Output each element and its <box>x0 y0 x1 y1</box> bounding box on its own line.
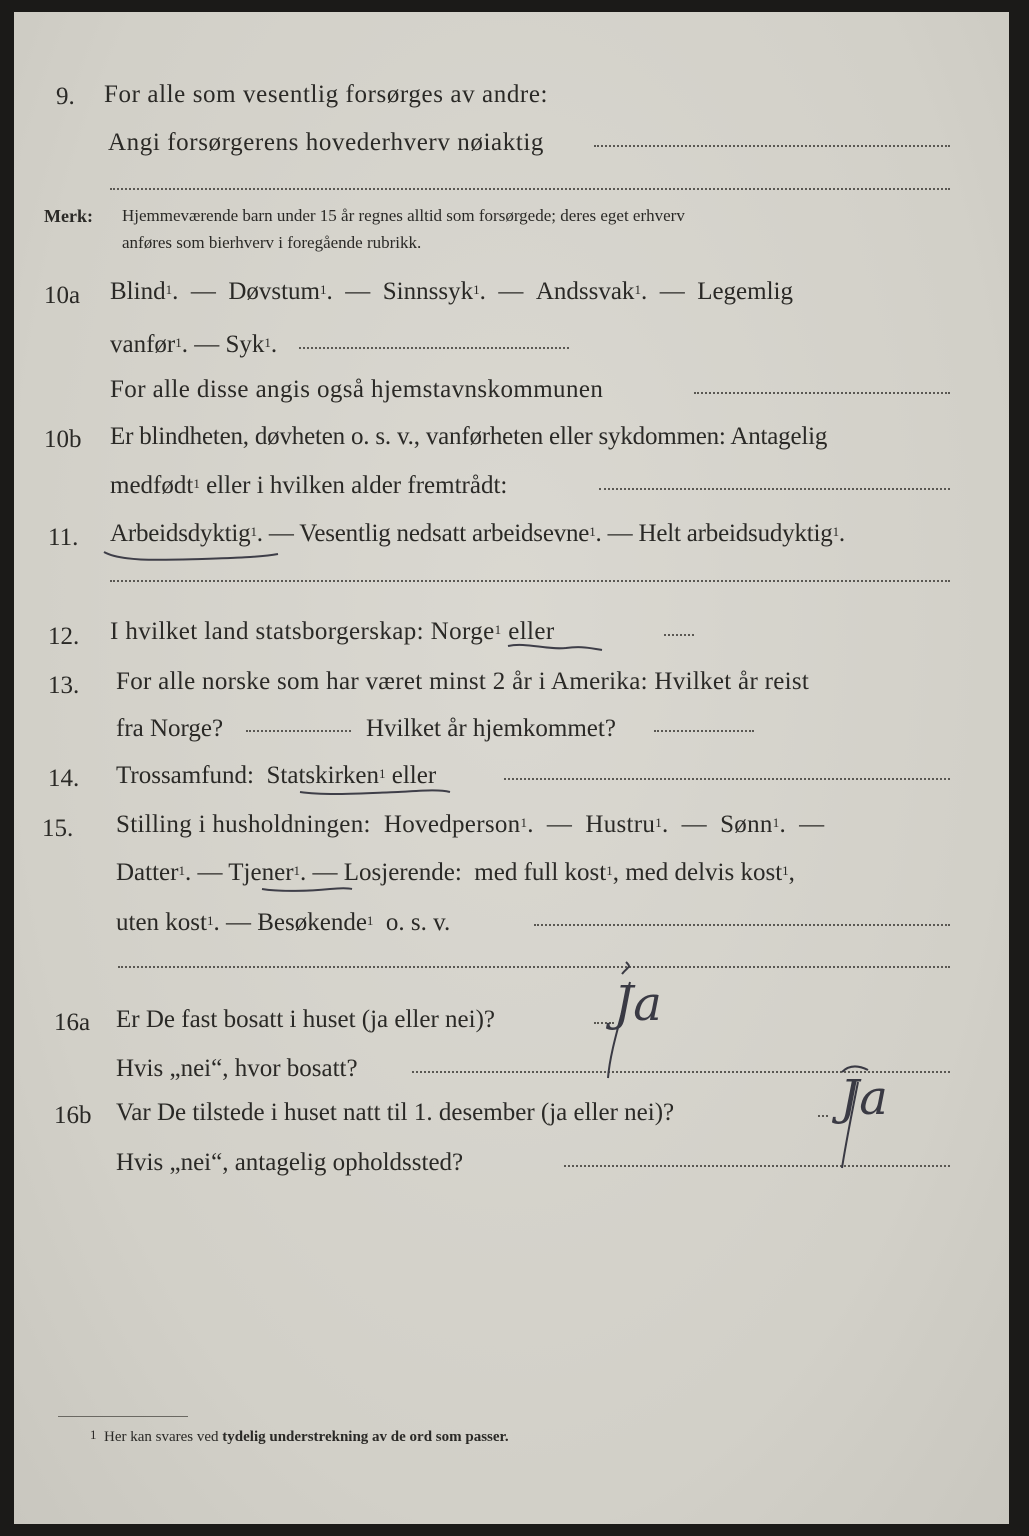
q9-line2: Angi forsørgerens hovederhverv nøiaktig <box>108 129 545 156</box>
q16b-line2: Hvis „nei“, antagelig opholdssted? <box>116 1149 464 1176</box>
q15-answer-line[interactable] <box>534 924 950 926</box>
q15-delvis-kost: med delvis kost <box>625 859 783 886</box>
q14-prefix: Trossamfund: <box>116 762 254 789</box>
q10b-line2-rest: eller i hvilken alder fremtrådt: <box>206 472 508 499</box>
q10a-line3: For alle disse angis også hjemstavnskommunen <box>110 376 604 403</box>
q14-answer-line[interactable] <box>504 778 950 780</box>
q10a-legemlig: Legemlig <box>697 278 793 305</box>
q9-answer-line[interactable] <box>594 145 950 147</box>
q15-uten-kost: uten kost <box>116 909 207 936</box>
footnote-plain: Her kan svares ved <box>104 1429 219 1445</box>
q12-answer-line[interactable] <box>664 634 694 636</box>
q15-line2: Datter$^1$. — Tjener$^1$. — Losjerende: med full kost$^1$, med delvis kost$^1$, <box>116 859 795 886</box>
q15-sonn: Sønn <box>720 811 773 838</box>
q15-tjener: Tjener <box>228 859 294 886</box>
q12-prefix: I hvilket land statsborgerskap: <box>110 618 424 645</box>
q16b-number: 16b <box>54 1102 92 1129</box>
q14-number: 14. <box>48 765 80 792</box>
q14-eller: eller <box>391 762 437 789</box>
q13-line1: For alle norske som har været minst 2 år i Amerika: Hvilket år reist <box>116 668 810 695</box>
merk-line2: anføres som bierhverv i foregående rubrikk. <box>122 233 422 252</box>
q15-answer-line-2[interactable] <box>118 966 950 968</box>
q15-besokende: Besøkende <box>257 909 367 936</box>
q12-line1: I hvilket land statsborgerskap: Norge$^1$ eller <box>110 618 555 645</box>
q11-number: 11. <box>48 524 79 551</box>
q10b-number: 10b <box>44 426 82 453</box>
q9-answer-line-2[interactable] <box>110 188 950 190</box>
q16a-line2: Hvis „nei“, hvor bosatt? <box>116 1055 358 1082</box>
q11-vesentlig: Vesentlig nedsatt arbeidsevne <box>299 520 590 547</box>
q15-number: 15. <box>42 815 74 842</box>
merk-line1: Hjemmeværende barn under 15 år regnes alltid som forsørgede; deres eget erhverv <box>122 206 685 225</box>
q16b-opholdssted-line[interactable] <box>564 1165 950 1167</box>
q12-eller: eller <box>508 618 555 645</box>
q13-fra-norge: fra Norge? <box>116 715 224 742</box>
q10a-andssvak: Andssvak <box>535 278 635 305</box>
q12-norge: Norge <box>430 618 495 645</box>
q16a-handwritten-answer: Ja <box>614 976 662 1032</box>
q16a-number: 16a <box>54 1009 91 1036</box>
q10a-vanfor: vanfør <box>110 331 176 358</box>
q14-line1: Trossamfund: Statskirken$^1$ eller <box>116 762 437 789</box>
q11-line1: Arbeidsdyktig$^1$. — Vesentlig nedsatt arbeidsevne$^1$. — Helt arbeidsudyktig$^1$. <box>110 520 845 547</box>
q16b-line1: Var De tilstede i huset natt til 1. desember (ja eller nei)? <box>116 1099 675 1126</box>
q13-reist-line[interactable] <box>246 730 351 732</box>
q16b-handwritten-answer: Ja <box>840 1070 888 1126</box>
q12-handwritten-underline <box>506 640 604 656</box>
q15-hustru: Hustru <box>585 811 656 838</box>
q10b-line1: Er blindheten, døvheten o. s. v., vanførheten eller sykdommen: Antagelig <box>110 423 828 450</box>
q16a-answer-stroke <box>600 952 640 1082</box>
q10a-hjemstavn-line[interactable] <box>694 392 950 394</box>
q15-handwritten-underline <box>260 881 354 897</box>
footnote-bold: tydelig understrekning av de ord som passer. <box>222 1429 509 1445</box>
q15-stilling: Stilling i husholdningen: <box>116 811 371 838</box>
q16a-line1: Er De fast bosatt i huset (ja eller nei)? <box>116 1006 496 1033</box>
footnote-marker: 1 <box>90 1427 97 1442</box>
q9-line1: For alle som vesentlig forsørges av andre: <box>104 81 549 108</box>
q10a-number: 10a <box>44 282 81 309</box>
q11-answer-line[interactable] <box>110 580 950 582</box>
footnote <box>90 1428 509 1446</box>
q10a-answer-line[interactable] <box>299 347 569 349</box>
q9-number: 9. <box>56 83 75 110</box>
q11-handwritten-underline <box>102 546 282 566</box>
census-form-page <box>14 12 1009 1524</box>
q15-full-kost: med full kost <box>474 859 607 886</box>
q13-hjemkommet-line[interactable] <box>654 730 754 732</box>
q15-line3: uten kost$^1$. — Besøkende$^1$ o. s. v. <box>116 909 451 936</box>
q10a-dovstum: Døvstum <box>228 278 321 305</box>
q10a-line2: vanfør$^1$. — Syk$^1$. <box>110 331 278 358</box>
q10b-answer-line[interactable] <box>599 488 950 490</box>
q11-helt: Helt arbeidsudyktig <box>638 520 833 547</box>
q10a-syk: Syk <box>225 331 265 358</box>
q10b-medfodt: medfødt <box>110 472 194 499</box>
q11-arbeidsdyktig: Arbeidsdyktig <box>110 520 251 547</box>
q12-number: 12. <box>48 623 80 650</box>
q14-handwritten-underline <box>298 784 452 800</box>
q10a-sinnssyk: Sinnssyk <box>382 278 474 305</box>
q10a-line1: Blind$^1$. — Døvstum$^1$. — Sinnssyk$^1$. — Andssvak$^1$. — Legemlig <box>110 278 793 305</box>
footnote-rule <box>58 1416 188 1417</box>
q15-losjerende: Losjerende: <box>343 859 462 886</box>
q13-number: 13. <box>48 672 80 699</box>
q15-osv: o. s. v. <box>385 909 451 936</box>
q15-hovedperson: Hovedperson <box>383 811 521 838</box>
q10a-blind: Blind <box>110 278 166 305</box>
q13-hjemkommet: Hvilket år hjemkommet? <box>366 715 616 742</box>
q10b-line2: medfødt$^1$ eller i hvilken alder fremtrådt: <box>110 472 508 499</box>
q15-datter: Datter <box>116 859 179 886</box>
q16b-answer-stroke <box>822 1052 872 1172</box>
q14-statskirken: Statskirken <box>266 762 379 789</box>
merk-label: Merk: <box>44 206 93 226</box>
q15-line1: Stilling i husholdningen: Hovedperson$^1$. — Hustru$^1$. — Sønn$^1$. — <box>116 811 825 838</box>
